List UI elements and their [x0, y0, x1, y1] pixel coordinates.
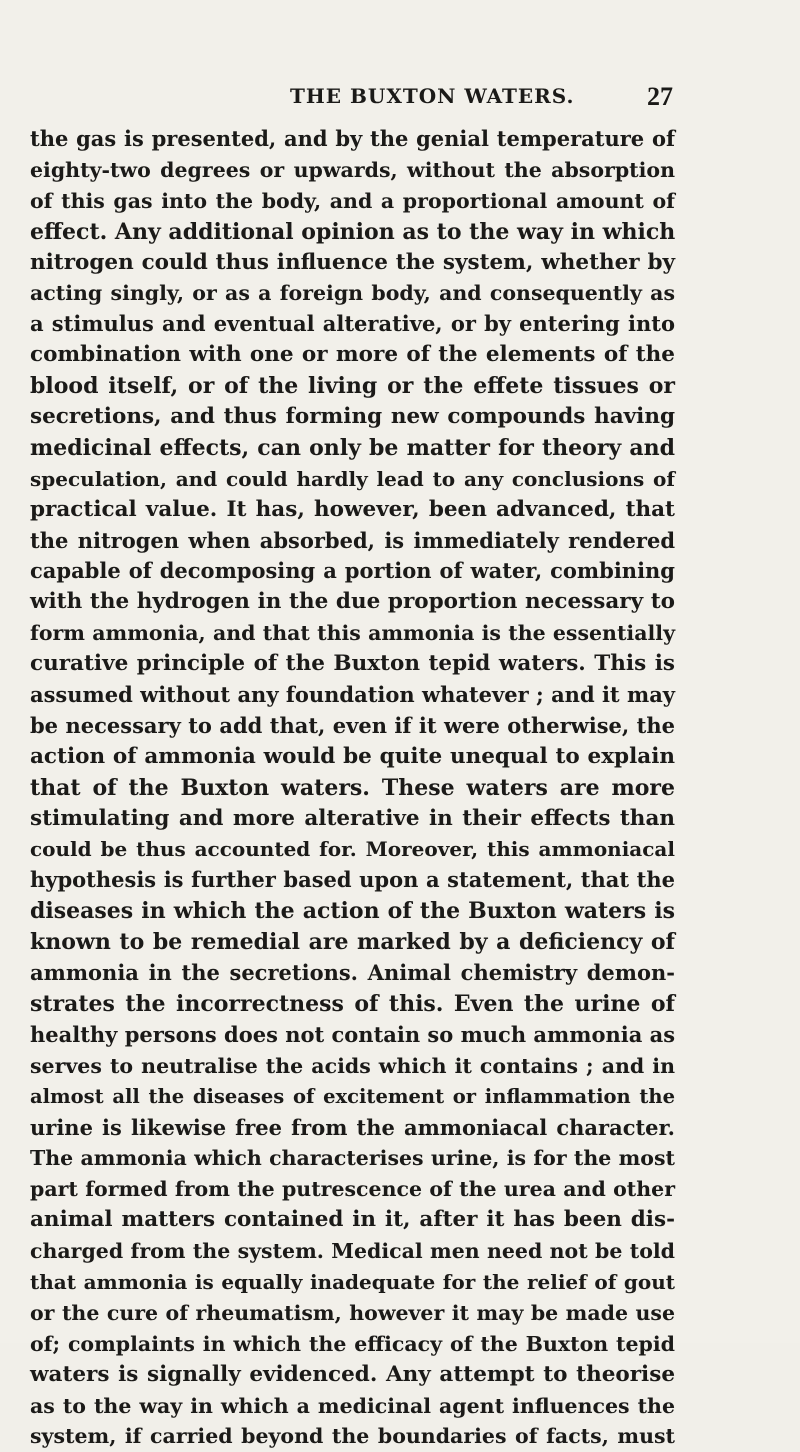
text-line: part formed from the putrescence of the urea and other [30, 1177, 675, 1202]
text-line: form ammonia, and that this ammonia is the essentially [30, 621, 675, 646]
text-line: charged from the system. Medical men need not be told [30, 1239, 675, 1264]
text-line: action of ammonia would be quite unequal to explain [30, 743, 675, 769]
text-line: with the hydrogen in the due proportion necessary to [30, 589, 675, 615]
text-line: a stimulus and eventual alterative, or by entering into [30, 311, 675, 337]
text-line: The ammonia which characterises urine, is for the most [30, 1146, 675, 1171]
text-line: acting singly, or as a foreign body, and consequently as [30, 281, 675, 306]
text-line: of this gas into the body, and a proportional amount of [30, 188, 675, 213]
body-text [30, 124, 675, 1452]
text-line: medicinal effects, can only be matter for theory and [30, 434, 675, 461]
text-line: as to the way in which a medicinal agent influences the [30, 1393, 675, 1418]
page-number: 27 [647, 82, 673, 111]
text-line: stimulating and more alterative in their effects than [30, 805, 675, 831]
text-line: the gas is presented, and by the genial temperature of [30, 126, 675, 151]
text-line: system, if carried beyond the boundaries of facts, must [30, 1424, 675, 1449]
running-title: THE BUXTON WATERS. [290, 84, 575, 108]
text-line: ammonia in the secretions. Animal chemistry demon- [30, 960, 675, 986]
text-line: blood itself, or of the living or the effete tissues or [30, 373, 675, 400]
text-line: that of the Buxton waters. These waters are more [30, 774, 675, 801]
text-line: curative principle of the Buxton tepid waters. This is [30, 651, 675, 677]
text-line: diseases in which the action of the Buxton waters is [30, 898, 675, 925]
text-line: animal matters contained in it, after it has been dis- [30, 1207, 675, 1233]
text-line: could be thus accounted for. Moreover, this ammoniacal [30, 837, 675, 862]
text-line: healthy persons does not contain so much ammonia as [30, 1021, 676, 1047]
text-line: practical value. It has, however, been advanced, that [30, 496, 675, 522]
text-line: eighty-two degrees or upwards, without the absorption [30, 157, 675, 182]
running-head [0, 84, 800, 114]
text-line: assumed without any foundation whatever ; and it may [30, 682, 675, 708]
text-line: nitrogen could thus influence the system, whether by [30, 249, 675, 275]
text-line: speculation, and could hardly lead to any conclusions of [30, 466, 675, 491]
text-line: of; complaints in which the efficacy of the Buxton tepid [30, 1331, 675, 1356]
text-line: urine is likewise free from the ammoniacal character. [30, 1114, 675, 1140]
text-line: secretions, and thus forming new compounds having [30, 404, 675, 430]
text-line: serves to neutralise the acids which it contains ; and in [30, 1053, 675, 1078]
text-line: waters is signally evidenced. Any attempt to theorise [30, 1361, 675, 1387]
text-line: effect. Any additional opinion as to the way in which [30, 218, 676, 245]
text-line: combination with one or more of the elements of the [30, 342, 675, 368]
text-line: almost all the diseases of excitement or inflammation the [30, 1084, 675, 1108]
text-line: known to be remedial are marked by a deficiency of [30, 929, 675, 956]
text-line: strates the incorrectness of this. Even the urine of [30, 990, 675, 1017]
text-line: the nitrogen when absorbed, is immediately rendered [30, 527, 675, 553]
text-line: hypothesis is further based upon a statement, that the [30, 867, 675, 893]
text-line: be necessary to add that, even if it were otherwise, the [30, 712, 675, 738]
text-line: or the cure of rheumatism, however it may be made use [30, 1300, 675, 1325]
text-line: that ammonia is equally inadequate for the relief of gout [30, 1269, 675, 1294]
text-line: capable of decomposing a portion of water, combining [30, 558, 675, 584]
